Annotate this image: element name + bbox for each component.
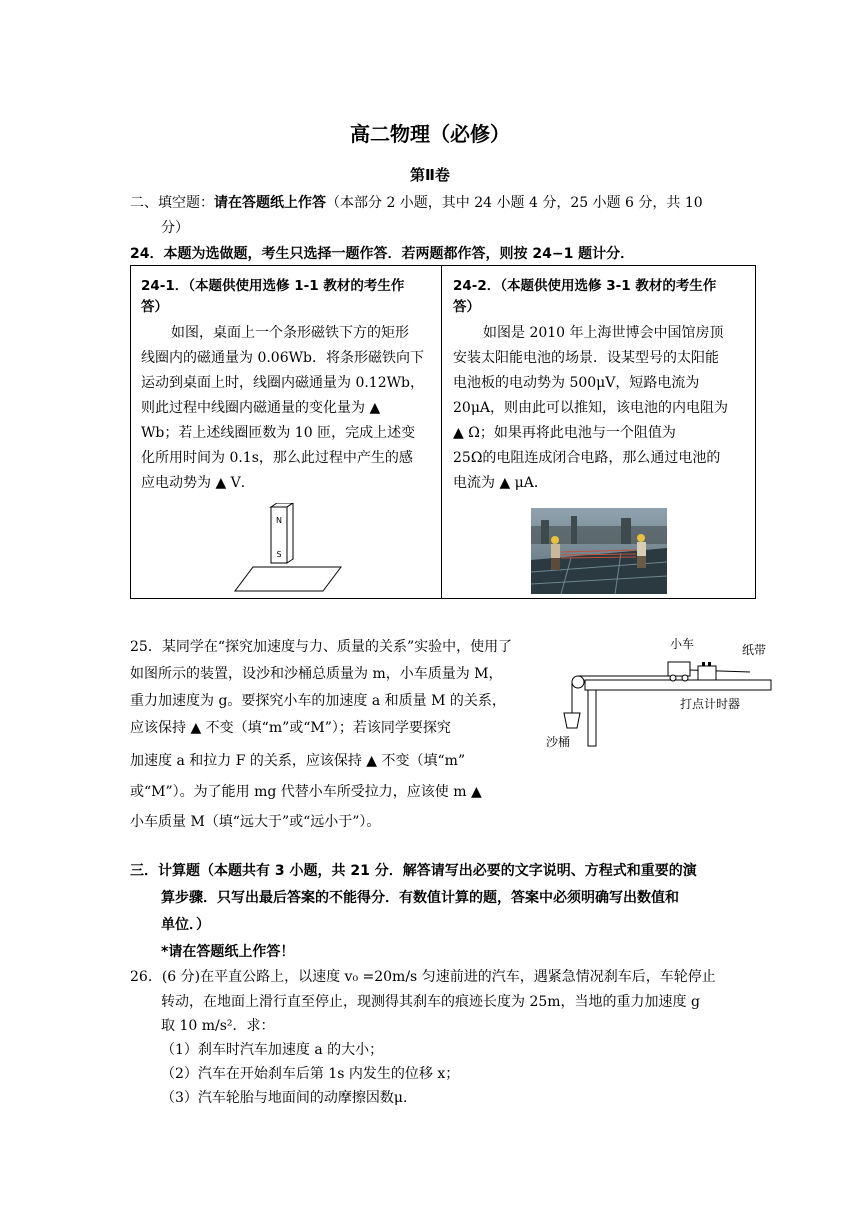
q24-1-heading: 24-1．（本题供使用选修 1-1 教材的考生作	[141, 278, 405, 294]
q25-line: 加速度 a 和拉力 F 的关系，应该保持 ▲ 不变（填“m”	[130, 753, 466, 769]
q26-line: （3）汽车轮胎与地面间的动摩擦因数μ.	[161, 1090, 408, 1106]
magnet-s-label: S	[276, 550, 282, 559]
section3-heading: 三．计算题（本题共有 3 小题，共 21 分．解答请写出必要的文字说明、方程式和重要的演	[130, 863, 697, 879]
table-leg	[588, 690, 596, 746]
q25-line: 应该保持 ▲ 不变（填“m”或“M”）；若该同学要探究	[130, 720, 451, 736]
q26-line: （1）刹车时汽车加速度 a 的大小；	[161, 1042, 384, 1058]
coil-plane	[235, 567, 341, 591]
q26-line: （2）汽车在开始刹车后第 1s 内发生的位移 x；	[161, 1066, 460, 1082]
sand-bucket	[564, 713, 580, 728]
table-divider	[441, 266, 442, 598]
q25-line: 重力加速度为 g。要探究小车的加速度 a 和质量 M 的关系，	[130, 693, 506, 709]
bar-magnet-side	[287, 503, 293, 563]
q25-line: 如图所示的装置，设沙和沙桶总质量为 m，小车质量为 M，	[130, 666, 503, 682]
q24-1-line: Wb；若上述线圈匝数为 10 匝，完成上述变	[141, 425, 416, 441]
q26-line: 取 10 m/s²．求：	[161, 1018, 275, 1034]
q25-line: 25．某同学在“探究加速度与力、质量的关系”实验中，使用了	[130, 639, 513, 655]
q24-2-line: 20μA，则由此可以推知，该电池的内电阻为	[453, 400, 729, 416]
section3-instruction: *请在答题纸上作答！	[161, 944, 295, 960]
section2-lead: 二、填空题：	[130, 195, 214, 211]
solar-panel-photo	[531, 508, 667, 594]
q24-1-line: 如图，桌面上一个条形磁铁下方的矩形	[171, 325, 409, 341]
q24-1-line: 应电动势为 ▲ V．	[141, 475, 255, 491]
q24-2-line: 电流为 ▲ μA．	[453, 475, 548, 491]
q24-1-line: 线圈内的磁通量为 0.06Wb．将条形磁铁向下	[141, 350, 424, 366]
cart-label: 小车	[670, 637, 695, 651]
cart-wheel	[670, 675, 676, 681]
magnet-coil-figure	[231, 503, 351, 595]
q24-2-line: 如图是 2010 年上海世博会中国馆房顶	[483, 325, 724, 341]
volume-label: 第Ⅱ卷	[410, 166, 450, 184]
tape-label: 纸带	[742, 643, 767, 657]
magnet-n-label: N	[276, 516, 282, 525]
q24-2-line: 安装太阳能电池的场景．设某型号的太阳能	[453, 350, 719, 366]
q24-choice-table	[130, 265, 756, 599]
q24-note: 24．本题为选做题，考生只选择一题作答．若两题都作答，则按 24−1 题计分．	[130, 246, 635, 262]
q24-2-line: 25Ω的电阻连成闭合电路，那么通过电池的	[453, 450, 721, 466]
q24-1-line: 运动到桌面上时，线圈内磁通量为 0.12Wb，	[141, 375, 424, 391]
q25-line: 小车质量 M（填“远大于”或“远小于”）。	[130, 814, 381, 830]
q24-2-heading-cont: 答）	[453, 299, 480, 315]
q24-2-line: 电池板的电动势为 500μV，短路电流为	[453, 375, 700, 391]
cart-pulley-apparatus	[540, 628, 780, 758]
section3-heading-cont: 单位．）	[161, 917, 210, 933]
section2-heading-cont: 分）	[161, 220, 189, 236]
q24-2-heading: 24-2．（本题供使用选修 3-1 教材的考生作	[453, 278, 717, 294]
timer-label: 打点计时器	[680, 697, 741, 711]
cart-body	[668, 662, 690, 676]
bucket-label: 沙桶	[546, 735, 571, 749]
section3-heading-cont: 算步骤．只写出最后答案的不能得分．有数值计算的题，答案中必须明确写出数值和	[161, 890, 679, 906]
q24-2-line: ▲ Ω；如果再将此电池与一个阻值为	[453, 425, 676, 441]
q24-1-heading-cont: 答）	[141, 299, 168, 315]
q26-line: 26．(6 分)在平直公路上，以速度 v₀ =20m/s 匀速前进的汽车，遇紧急情况刹车后，车轮停止	[130, 969, 716, 985]
section2-instruction: 请在答题纸上作答	[214, 195, 326, 211]
pulley	[572, 676, 584, 688]
q25-line: 或“M”）。为了能用 mg 代替小车所受拉力，应该使 m ▲	[130, 784, 482, 800]
q26-line: 转动，在地面上滑行直至停止，现测得其刹车的痕迹长度为 25m，当地的重力加速度 g	[161, 994, 700, 1010]
q24-1-line: 化所用时间为 0.1s，那么此过程中产生的感	[141, 450, 413, 466]
track-board	[585, 680, 771, 690]
page-title: 高二物理（必修）	[350, 122, 510, 146]
dot-timer	[698, 666, 716, 680]
section2-points: （本部分 2 小题，其中 24 小题 4 分，25 小题 6 分，共 10	[326, 195, 703, 211]
cart-wheel	[682, 675, 688, 681]
q24-1-line: 则此过程中线圈内磁通量的变化量为 ▲	[141, 400, 381, 416]
section2-heading	[130, 193, 740, 213]
